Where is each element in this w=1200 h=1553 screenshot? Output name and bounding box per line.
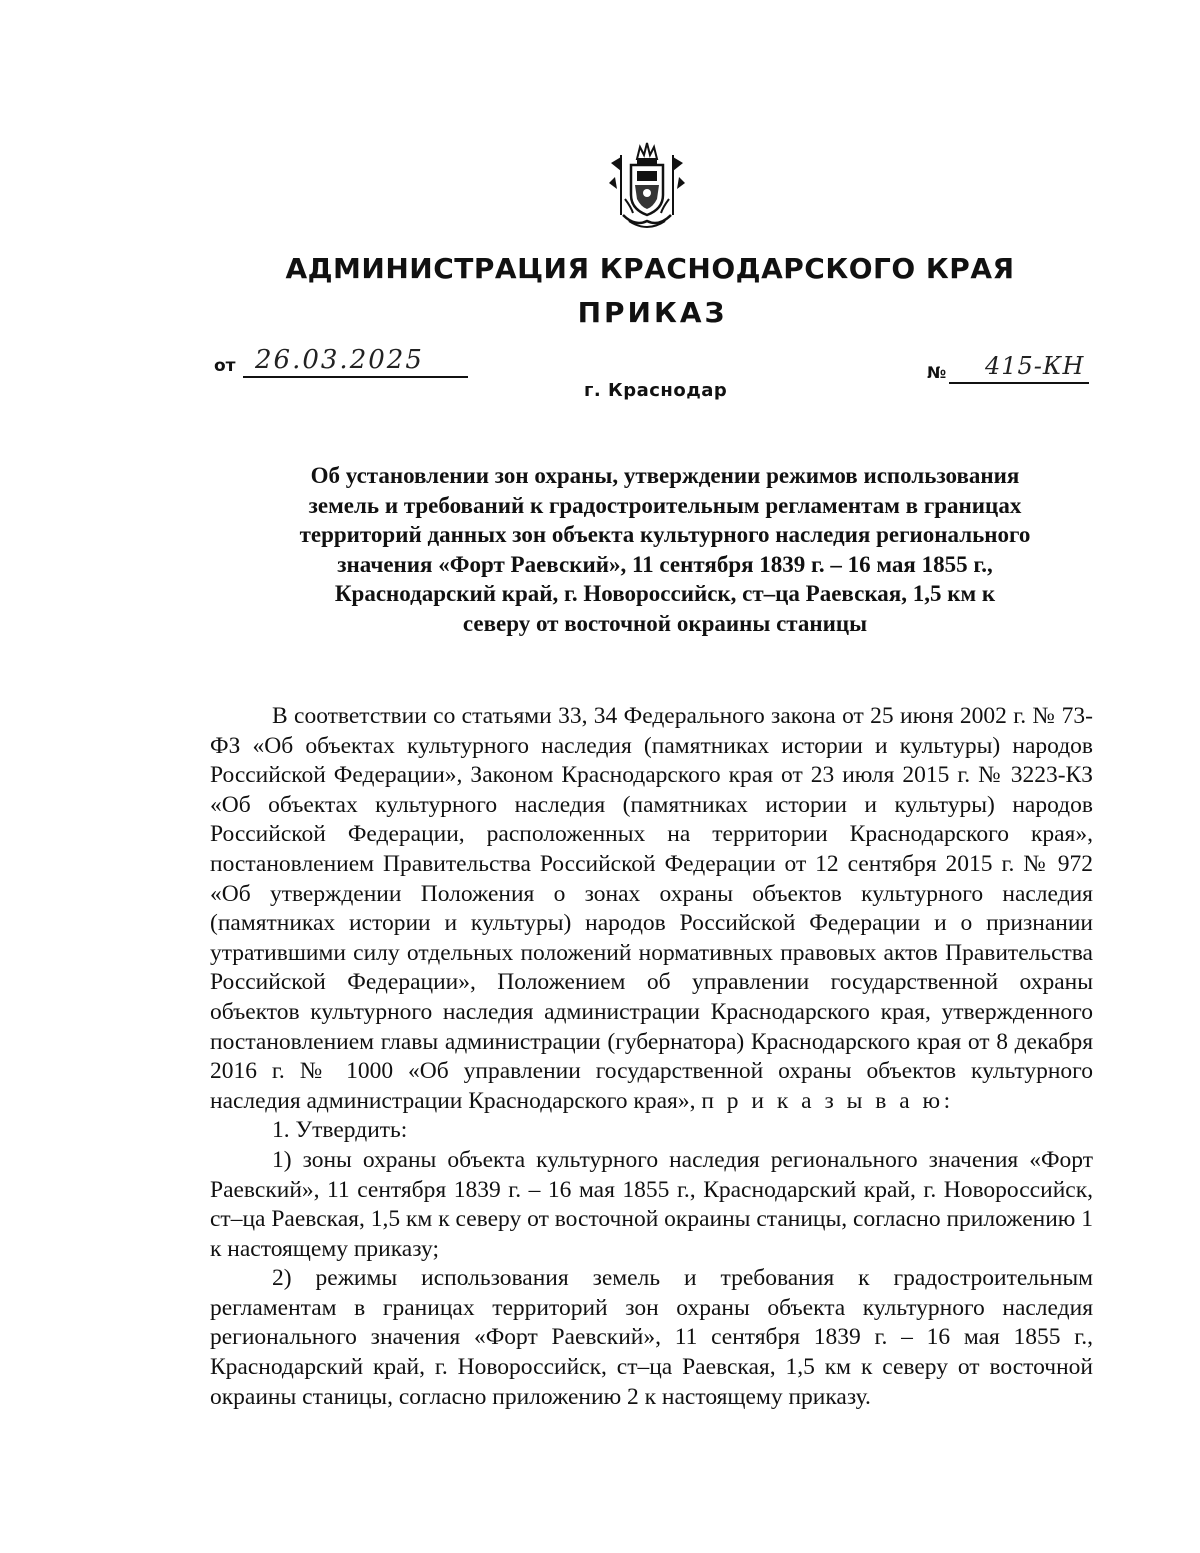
- document-subject: [215, 461, 1115, 638]
- document-type: ПРИКАЗ: [577, 296, 728, 329]
- item-1-2: 2) режимы использования земель и требования к градостроительным регламентам в границах территорий зон охраны объекта культурного наследия регионального значения «Форт Раевский», 11 сентября 1839 г. – 16 мая 1855 г., Краснодарский край, г. Новороссийск, ст–ца Раевская, 1,5 км к северу от восточной окраины станицы, согласно приложению 2 к настоящему приказу.: [210, 1265, 1093, 1410]
- date-value: 26.03.2025: [255, 345, 424, 375]
- subject-line: значения «Форт Раевский», 11 сентября 1839 г. – 16 мая 1855 г.,: [337, 551, 993, 577]
- number-value: 415-КН: [985, 352, 1085, 380]
- subject-line: северу от восточной окраины станицы: [462, 610, 868, 636]
- organization-title: АДМИНИСТРАЦИЯ КРАСНОДАРСКОГО КРАЯ: [285, 252, 1015, 285]
- order-word: п р и к а з ы в а ю:: [701, 1087, 954, 1114]
- preamble-paragraph: [210, 702, 1093, 1116]
- subject-line: Об установлении зон охраны, утверждении режимов использования: [310, 463, 1020, 488]
- date-label: от: [214, 356, 236, 376]
- subject-line: земель и требований к градостроительным регламентам в границах: [308, 492, 1022, 518]
- coat-of-arms-icon: [607, 137, 687, 233]
- number-label: №: [927, 363, 947, 382]
- subject-line: Краснодарский край, г. Новороссийск, ст–ца Раевская, 1,5 км к: [334, 581, 996, 606]
- subject-line: территорий данных зон объекта культурного наследия регионального: [299, 522, 1031, 547]
- item-1: 1. Утвердить:: [272, 1117, 408, 1144]
- item-1-1: 1) зоны охраны объекта культурного наследия регионального значения «Форт Раевский», 11 сентября 1839 г. – 16 мая 1855 г., Краснодарский край, г. Новороссийск, ст–ца Раевская, 1,5 км к северу от восточной окраины станицы, согласно приложению 1 к настоящему приказу;: [210, 1146, 1093, 1262]
- preamble-text: В соответствии со статьями 33, 34 Федерального закона от 25 июня 2002 г. № 73-ФЗ «Об объектах культурного наследия (памятниках истории и культуры) народов Российской Федерации», Законом Краснодарского края от 23 июля 2015 г. № 3223-КЗ «Об объектах культурного наследия (памятниках истории и культуры) народов Российской Федерации, расположенных на территории Краснодарского края», постановлением Правительства Российской Федерации от 12 сентября 2015 г. № 972 «Об утверждении Положения о зонах охраны объектов культурного наследия (памятниках истории и культуры) народов Российской Федерации и о признании утратившими силу отдельных положений нормативных правовых актов Правительства Российской Федерации», Положением об управлении государственной охраны объектов культурного наследия администрации Краснодарского края, утвержденного постановлением главы администрации (губернатора) Краснодарского края от 8 декабря 2016 г. № 1000 «Об управлении государственной охраны объектов культурного наследия администрации Краснодарского края»,: [210, 703, 1093, 1114]
- document-body: [210, 702, 1093, 1412]
- city: г. Краснодар: [584, 380, 728, 401]
